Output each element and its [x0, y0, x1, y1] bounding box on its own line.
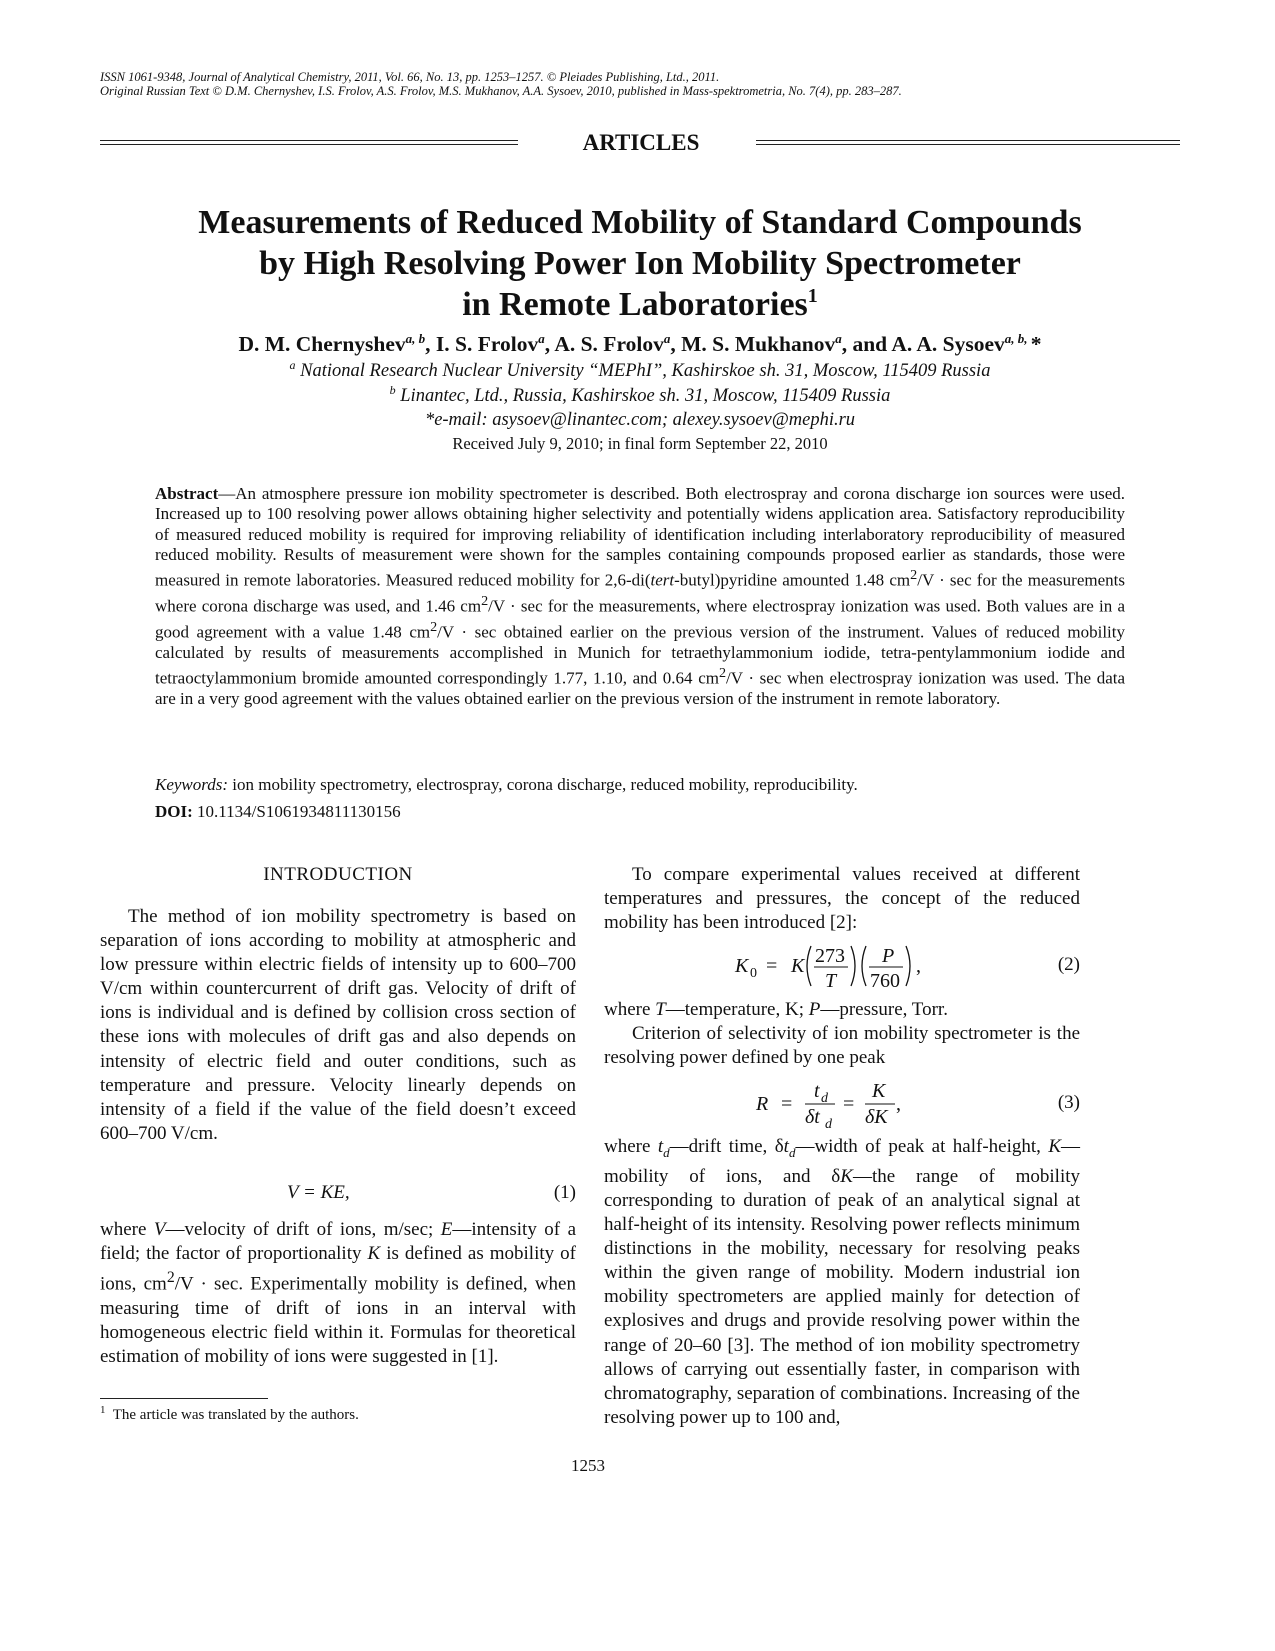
- abstract-text: /V · sec when electrospray ionization was used. The data are in a very good agreement with the values obtained earlier on the previous version of the instrument in remote laboratory.: [155, 669, 1126, 709]
- received-dates: Received July 9, 2010; in final form September 22, 2010: [452, 434, 828, 453]
- abstract-text: /V · sec obtained earlier on the previous version of the instrument. Values of reduced mobility calculated by results of measurements accomplished in Munich for tetraethylammonium iodide, tetra-pentylammonium iodide and tetraoctylammonium bromide amounted correspondingly 1.77, 1.10, and 0.64 cm: [155, 622, 1125, 688]
- variable: t: [657, 1136, 664, 1157]
- keywords: [155, 774, 1125, 795]
- author-separator: ,: [425, 332, 436, 356]
- variable: P: [808, 999, 821, 1020]
- footnote-text: The article was translated by the authors.: [112, 1407, 359, 1423]
- paragraph-text: The method of ion mobility spectrometry is based on separation of ions according to mobility at atmospheric and low pressure within electric fields of intensity up to 600–700 V/cm within countercurrent of drift gas. Velocity of drift of ions is individual and is defined by collision cross section of these ions with molecules of drift gas and also depends on intensity of electric field and outer conditions, such as temperature and pressure. Velocity linearly depends on intensity of a field if the value of the field doesn’t exceed 600–700 V/cm.: [100, 906, 576, 1144]
- eq2-comma: ,: [916, 955, 921, 977]
- variable: K: [840, 1165, 853, 1187]
- text-run: —mobility of ions, and δ: [604, 1136, 1081, 1187]
- text-run: /V · sec. Experimentally mobility is defined, when measuring time of drift of ions in an interval with homogeneous electric field within it. Formulas for theoretical estimation of mobility of ions were suggested in [1].: [100, 1273, 576, 1367]
- text-run: where: [604, 1136, 658, 1157]
- equation-2-expression: [604, 936, 964, 994]
- abstract-superscript: 2: [481, 593, 489, 610]
- doi: [155, 801, 1125, 822]
- right-paragraph-2: [604, 998, 1080, 1070]
- footnote-rule: [100, 1398, 268, 1399]
- equation-number: (3): [1057, 1092, 1080, 1113]
- equation-3: [604, 1078, 1080, 1128]
- abstract-text: /V · sec for the measurements, where electrospray ionization was used. Both values are in a good agreement with a value 1.48 cm: [155, 596, 1125, 642]
- text-run: where: [604, 999, 656, 1020]
- title-line-3-text: in Remote Laboratories: [462, 286, 808, 323]
- variable: T: [655, 999, 666, 1020]
- section-label: ARTICLES: [582, 130, 700, 155]
- header-line-1: ISSN 1061-9348, Journal of Analytical Chemistry, 2011, Vol. 66, No. 13, pp. 1253–1257. © Pleiades Publishing, Ltd., 2011.: [100, 70, 720, 84]
- paragraph-text: [100, 1218, 576, 1369]
- author-name: D. M. Chernyshev: [238, 332, 406, 356]
- text-run: is defined as mobility of ions, cm: [100, 1243, 576, 1295]
- author-affiliation-mark: a: [538, 331, 545, 346]
- affiliation-text: National Research Nuclear University “MEPhI”, Kashirskoe sh. 31, Moscow, 115409 Russia: [300, 361, 991, 381]
- author-affiliation-mark: a, b,: [1004, 331, 1031, 346]
- right-paragraph-3: [604, 1135, 1080, 1430]
- right-paragraph-1: [604, 863, 1080, 935]
- variable: K: [367, 1243, 381, 1265]
- affiliation-mark: a: [289, 358, 296, 372]
- text-run: —temperature, K;: [665, 999, 809, 1020]
- abstract-text: /V · sec for the measurements where corona discharge was used, and 1.46 cm: [155, 570, 1125, 616]
- abstract-label: Abstract: [155, 484, 219, 503]
- equation-3-expression: [604, 1078, 924, 1128]
- abstract-superscript: 2: [910, 567, 918, 584]
- section-heading-introduction: INTRODUCTION: [263, 864, 413, 885]
- equation-1: [100, 1181, 576, 1207]
- keywords-text: ion mobility spectrometry, electrospray, corona discharge, reduced mobility, reproducibility.: [228, 775, 858, 794]
- text-run: —velocity of drift of ions, m/sec;: [165, 1219, 441, 1240]
- banner-rule-left: [100, 140, 518, 145]
- section-banner: [100, 131, 1180, 159]
- abstract-text: —An atmosphere pressure ion mobility spectrometer is described. Both electrospray and corona discharge ion sources were used. Increased up to 100 resolving power allows obtaining higher selectivity and potentially widens application area. Satisfactory reproducibility of measured reduced mobility is required for improving reliability of identification including interlaboratory reproducibility of measured reduced mobility. Results of measurement were shown for the samples containing compounds proposed earlier as standards, those were measured in remote laboratories. Measured reduced mobility for 2,6-di(: [155, 484, 1125, 590]
- affiliation-a: [100, 360, 1180, 382]
- eq3-dK: δK: [865, 1106, 888, 1128]
- eq3-den-sub: d: [825, 1117, 832, 1128]
- abstract-tert: tert: [650, 570, 675, 590]
- footnote: [100, 1405, 576, 1425]
- equation-number: (2): [1057, 954, 1080, 975]
- doi-link[interactable]: 10.1134/S1061934811130156: [192, 802, 401, 821]
- eq3-num-sub: d: [821, 1091, 828, 1106]
- eq3-K: K: [872, 1080, 886, 1102]
- header-line-2: Original Russian Text © D.M. Chernyshev, I.S. Frolov, A.S. Frolov, M.S. Mukhanov, A.A. Sysoev, 2010, published in Mass-spektrometria, No. 7(4), pp. 283–287.: [100, 84, 902, 98]
- eq3-equals-1: =: [781, 1093, 793, 1115]
- title-line-1: Measurements of Reduced Mobility of Standard Compounds: [198, 204, 1082, 241]
- variable: K: [1048, 1136, 1062, 1157]
- email-line: *e-mail: asysoev@linantec.com; alexey.sysoev@mephi.ru: [424, 410, 856, 430]
- paragraph-text: Criterion of selectivity of ion mobility spectrometer is the resolving power defined by one peak: [604, 1023, 1080, 1069]
- variable: V: [153, 1219, 166, 1240]
- author-separator: , and: [841, 332, 892, 356]
- text-run: —pressure, Torr.: [820, 999, 948, 1020]
- banner-rule-right: [756, 140, 1180, 145]
- eq2-sub: 0: [750, 966, 757, 981]
- author-name: A. A. Sysoev: [891, 332, 1005, 356]
- title-line-2: by High Resolving Power Ion Mobility Spectrometer: [259, 245, 1021, 282]
- eq2-K: K: [791, 955, 805, 977]
- text-run: —width of peak at half-height,: [795, 1136, 1049, 1157]
- text-run: —intensity of a field; the factor of proportionality: [100, 1219, 576, 1265]
- author-separator: ,: [544, 332, 555, 356]
- eq2-den-2: 760: [870, 970, 900, 992]
- author-affiliation-mark: a: [835, 331, 842, 346]
- eq3-den: δt: [805, 1106, 820, 1128]
- paragraph-text: To compare experimental values received at different temperatures and pressures, the concept of the reduced mobility has been introduced [2]:: [604, 864, 1080, 934]
- eq3-equals-2: =: [843, 1093, 855, 1115]
- variable: t: [783, 1136, 789, 1157]
- variable: E: [440, 1219, 453, 1240]
- author-separator: ,: [670, 332, 682, 356]
- corresponding-mark: *: [1030, 332, 1042, 356]
- eq2-paren-close-1: [851, 946, 855, 986]
- page-number: 1253: [571, 1456, 605, 1475]
- eq2-den-1: T: [825, 970, 837, 992]
- text-run: —drift time, δ: [669, 1136, 784, 1157]
- intro-paragraph-2: [100, 1218, 576, 1369]
- title-footnote-mark: 1: [807, 285, 818, 307]
- eq3-comma: ,: [896, 1093, 901, 1115]
- subscript: d: [663, 1144, 670, 1160]
- text-run: —the range of mobility corresponding to duration of peak of an analytical signal at half-height of its intensity. Resolving power reflects minimum distinctions in the mobility, necessary for resolving peaks within the given range of mobility. Modern industrial ion mobility spectrometers are applied mainly for detection of explosives and drugs and provide resolving power within the range of 20–60 [3]. The method of ion mobility spectrometry allows of carrying out essentially faster, in comparison with chromatography, separation of combinations. Increasing of the resolving power up to 100 and,: [604, 1165, 1080, 1428]
- abstract-superscript: 2: [718, 665, 727, 682]
- eq2-paren-open-1: [807, 946, 811, 986]
- equation-1-expression: V = KE,: [287, 1182, 350, 1203]
- journal-header: [100, 70, 1180, 98]
- equation-number: (1): [553, 1182, 576, 1203]
- author-list: [100, 331, 1180, 357]
- intro-paragraph-1: [100, 905, 576, 1146]
- abstract-text: -butyl)pyridine amounted 1.48 cm: [674, 570, 911, 590]
- eq2-num-1: 273: [815, 945, 845, 967]
- text-run: where: [100, 1219, 154, 1240]
- doi-label: DOI:: [155, 802, 193, 821]
- paragraph-text: [604, 1135, 1080, 1430]
- eq2-paren-open-2: [862, 946, 866, 986]
- affiliation-mark: b: [389, 383, 396, 397]
- eq2-lhs: K: [735, 955, 749, 977]
- footnote-mark: 1: [100, 1404, 106, 1416]
- author-affiliation-mark: a, b: [405, 331, 426, 346]
- subscript: d: [788, 1144, 796, 1160]
- paragraph-text: [604, 998, 1080, 1022]
- superscript: 2: [166, 1269, 175, 1287]
- author-name: I. S. Frolov: [435, 332, 539, 356]
- abstract-superscript: 2: [430, 619, 438, 636]
- eq3-R: R: [756, 1093, 769, 1115]
- eq3-num-t: t: [814, 1080, 820, 1102]
- abstract: [155, 484, 1125, 710]
- equation-2: [604, 936, 1080, 994]
- author-name: M. S. Mukhanov: [681, 332, 836, 356]
- article-title: [100, 202, 1180, 325]
- eq2-equals: =: [766, 955, 778, 977]
- eq2-paren-close-2: [906, 946, 910, 986]
- affiliation-text: Linantec, Ltd., Russia, Kashirskoe sh. 31, Moscow, 115409 Russia: [400, 386, 891, 406]
- affiliation-b: [100, 385, 1180, 407]
- eq2-num-2: P: [882, 945, 895, 967]
- keywords-label: Keywords:: [155, 775, 229, 794]
- author-name: A. S. Frolov: [554, 332, 664, 356]
- title-line-3: [100, 284, 1180, 325]
- author-affiliation-mark: a: [663, 331, 671, 346]
